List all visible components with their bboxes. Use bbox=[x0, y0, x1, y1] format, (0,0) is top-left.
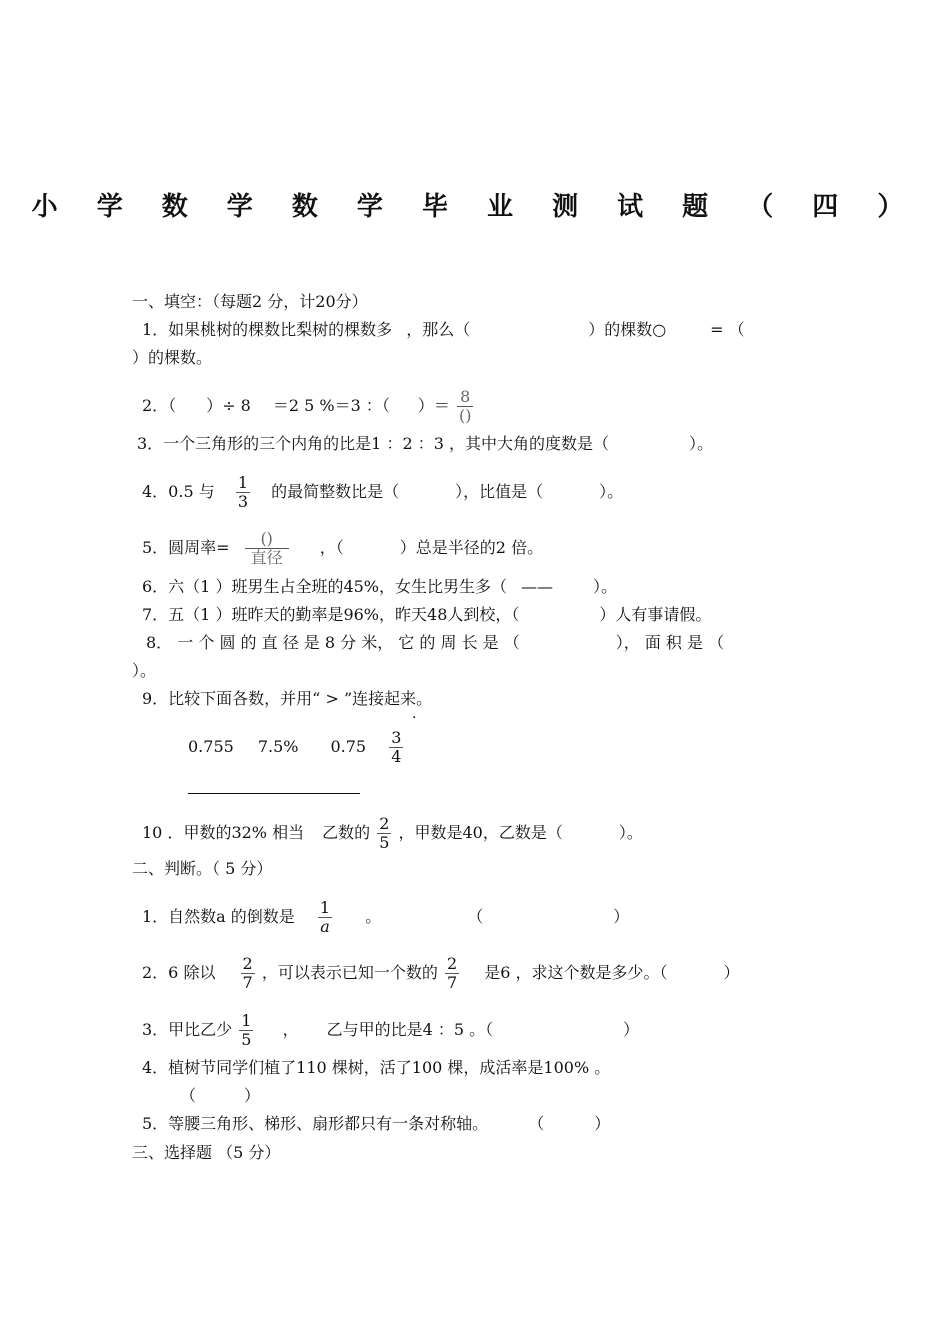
fraction-blank-diameter: $\frac{()}{\text{直径}}$ bbox=[245, 530, 289, 567]
q2-5: 5．等腰三角形、梯形、扇形都只有一条对称轴。 （ ） bbox=[142, 1114, 611, 1133]
q2-3: 3．甲比乙少 $\frac{1}{5}$ ， 乙与甲的比是4 ：5 。（ ） bbox=[142, 1011, 640, 1049]
section-3-heading: 三、选择题 （5 分） bbox=[132, 1143, 281, 1162]
q2-4-line1: 4．植树节同学们植了110 棵树，活了100 棵，成活率是100% 。 bbox=[142, 1058, 611, 1077]
q1-3: 3．一个三角形的三个内角的比是1 ：2 ：3 ，其中大角的度数是（ ）。 bbox=[137, 434, 713, 453]
fraction-1-a: $\frac{1}{a}$ bbox=[319, 898, 331, 936]
fraction-2-7-a: $\frac{2}{7}$ bbox=[242, 954, 253, 992]
q2-1: 1．自然数a 的倒数是 $\frac{1}{a}$ 。 （ ） bbox=[142, 898, 630, 936]
section-2-heading: 二、判断。（ 5 分） bbox=[132, 859, 273, 878]
q1-1-line2: ）的棵数。 bbox=[132, 348, 213, 367]
q1-5: 5．圆周率= $\frac{()}{\text{直径}}$ ，（ ）总是半径的2 倍。 bbox=[142, 529, 544, 567]
fraction-3-4: $\frac{3}{4}$ bbox=[391, 728, 402, 766]
q1-6: 6．六（1 ）班男生占全班的45%，女生比男生多（ —— ）。 bbox=[142, 577, 618, 596]
section-1-heading: 一、填空：（每题2 分，计20分） bbox=[132, 292, 368, 311]
q2-2: 2．6 除以 $\frac{2}{7}$ ，可以表示已知一个数的 $\frac{2}{7}$ 是6 ，求这个数是多少。（ ） bbox=[142, 954, 740, 992]
exam-title: 小 学 数 学 数 学 毕 业 测 试 题 （ 四 ） bbox=[31, 192, 919, 222]
q1-7: 7．五（1 ）班昨天的勤率是96%，昨天48人到校，（ ）人有事请假。 bbox=[142, 605, 712, 624]
fraction-2-7-b: $\frac{2}{7}$ bbox=[446, 954, 458, 992]
q1-4: 4．0.5 与 $\frac{1}{3}$ 的最简整数比是（ ），比值是（ ）。 bbox=[142, 473, 624, 511]
answer-line bbox=[188, 793, 360, 794]
q1-8-line2: ）。 bbox=[132, 661, 157, 680]
repeating-dot: · bbox=[412, 710, 417, 726]
q2-4-line2: （ ） bbox=[180, 1086, 261, 1105]
q1-9-numbers: 0.755 7.5% 0.75 $\frac{3}{4}$ bbox=[188, 728, 402, 766]
q1-2: 2．（ ）÷ 8 ＝2 5 %＝3 ：（ ）＝ $\frac{8}{()}$ bbox=[142, 387, 472, 425]
q1-10: 10 ．甲数的32% 相当 乙数的 $\frac{2}{5}$ ，甲数是40，乙数是（ ）。 bbox=[142, 814, 643, 852]
fraction-1-5: $\frac{1}{5}$ bbox=[241, 1011, 252, 1049]
q1-8-line1: 8． 一 个 圆 的 直 径 是 8 分 米， 它 的 周 长 是 （ ）， 面 积 是 （ bbox=[146, 633, 725, 652]
fraction-1-3: $\frac{1}{3}$ bbox=[237, 473, 248, 511]
fraction-8-blank: $\frac{8}{()}$ bbox=[459, 387, 472, 425]
q1-1-line1: 1．如果桃树的棵数比梨树的棵数多 ，那么（ ）的棵数○ = （ bbox=[142, 320, 745, 339]
fraction-2-5: $\frac{2}{5}$ bbox=[379, 814, 390, 852]
q1-9: 9．比较下面各数，并用“ > ”连接起来。 bbox=[142, 689, 433, 708]
